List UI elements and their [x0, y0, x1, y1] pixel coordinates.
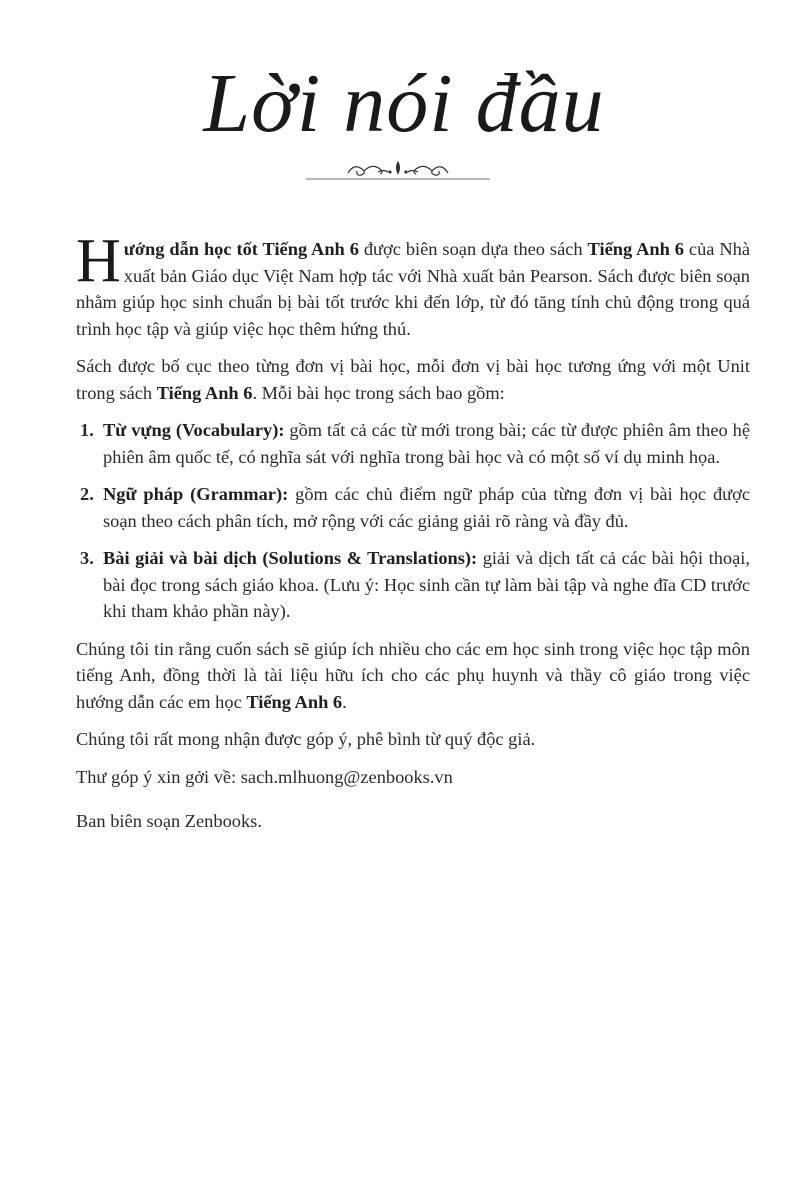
list-body — [103, 417, 750, 470]
list-number: 2. — [80, 484, 94, 504]
list-number: 1. — [80, 420, 94, 440]
list-item — [80, 545, 750, 625]
structure-text-1: Sách được bố cục theo từng đơn vị bài học, mỗi đơn vị bài học tương ứng với một Unit trong sách — [76, 356, 750, 403]
intro-book-name: Tiếng Anh 6 — [587, 239, 684, 259]
flourish-divider-icon — [306, 158, 490, 182]
intro-lead: ướng dẫn học tốt Tiếng Anh 6 — [123, 239, 359, 259]
preface-body — [76, 227, 751, 846]
structure-text-2: . Mỗi bài học trong sách bao gồm: — [252, 382, 505, 403]
list-text: gồm tất cả các từ mới trong bài; các từ được phiên âm theo hệ phiên âm quốc tế, có nghĩa sát với nghĩa trong bài học và có một số ví dụ minh họa. — [103, 420, 750, 467]
structure-book-name: Tiếng Anh 6 — [156, 382, 253, 403]
list-heading: Ngữ pháp (Grammar): — [103, 484, 289, 504]
closing-text-1: Chúng tôi tin rằng cuốn sách sẽ giúp ích nhiều cho các em học sinh trong việc học tập môn tiếng Anh, đồng thời là tài liệu hữu ích cho các phụ huynh và thầy cô giáo trong việc hướng dẫn các em học — [76, 638, 750, 712]
list-text: gồm các chủ điểm ngữ pháp của từng đơn vị bài học được soạn theo cách phân tích, mở rộng với các giảng giải rõ ràng và đầy đủ. — [103, 484, 750, 531]
list-body — [103, 481, 750, 534]
list-item — [80, 417, 750, 470]
intro-text-2: của Nhà xuất bản Giáo dục Việt Nam hợp tác với Nhà xuất bản Pearson. Sách được biên soạn nhằm giúp học sinh chuẩn bị bài tốt trước khi đến lớp, từ đó tăng tính chủ động trong quá trình học tập và giúp việc học thêm hứng thú. — [76, 239, 750, 339]
email-line: Thư góp ý xin gởi về: sach.mlhuong@zenbooks.vn — [76, 766, 453, 787]
list-heading: Từ vựng (Vocabulary): — [103, 420, 285, 440]
list-text: giải và dịch tất cả các bài hội thoại, bài đọc trong sách giáo khoa. (Lưu ý: Học sinh cần tự làm bài tập và nghe đĩa CD trước khi tham khảo phần này). — [103, 548, 751, 621]
signature: Ban biên soạn Zenbooks. — [76, 811, 262, 831]
list-item — [80, 481, 750, 534]
closing-text-2: . — [342, 691, 347, 712]
intro-paragraph — [76, 227, 750, 342]
feedback-line: Chúng tôi rất mong nhận được góp ý, phê bình từ quý độc giả. — [76, 729, 536, 749]
page-title: Lời nói đầu — [203, 57, 605, 150]
drop-cap: H — [76, 227, 121, 295]
intro-text-1: được biên soạn dựa theo sách — [358, 239, 588, 259]
closing-paragraph — [76, 636, 750, 716]
list-body — [103, 545, 750, 625]
structure-paragraph — [76, 353, 750, 406]
list-heading: Bài giải và bài dịch (Solutions & Translations): — [103, 548, 478, 568]
closing-book-name: Tiếng Anh 6 — [246, 691, 343, 712]
list-number: 3. — [80, 548, 94, 568]
